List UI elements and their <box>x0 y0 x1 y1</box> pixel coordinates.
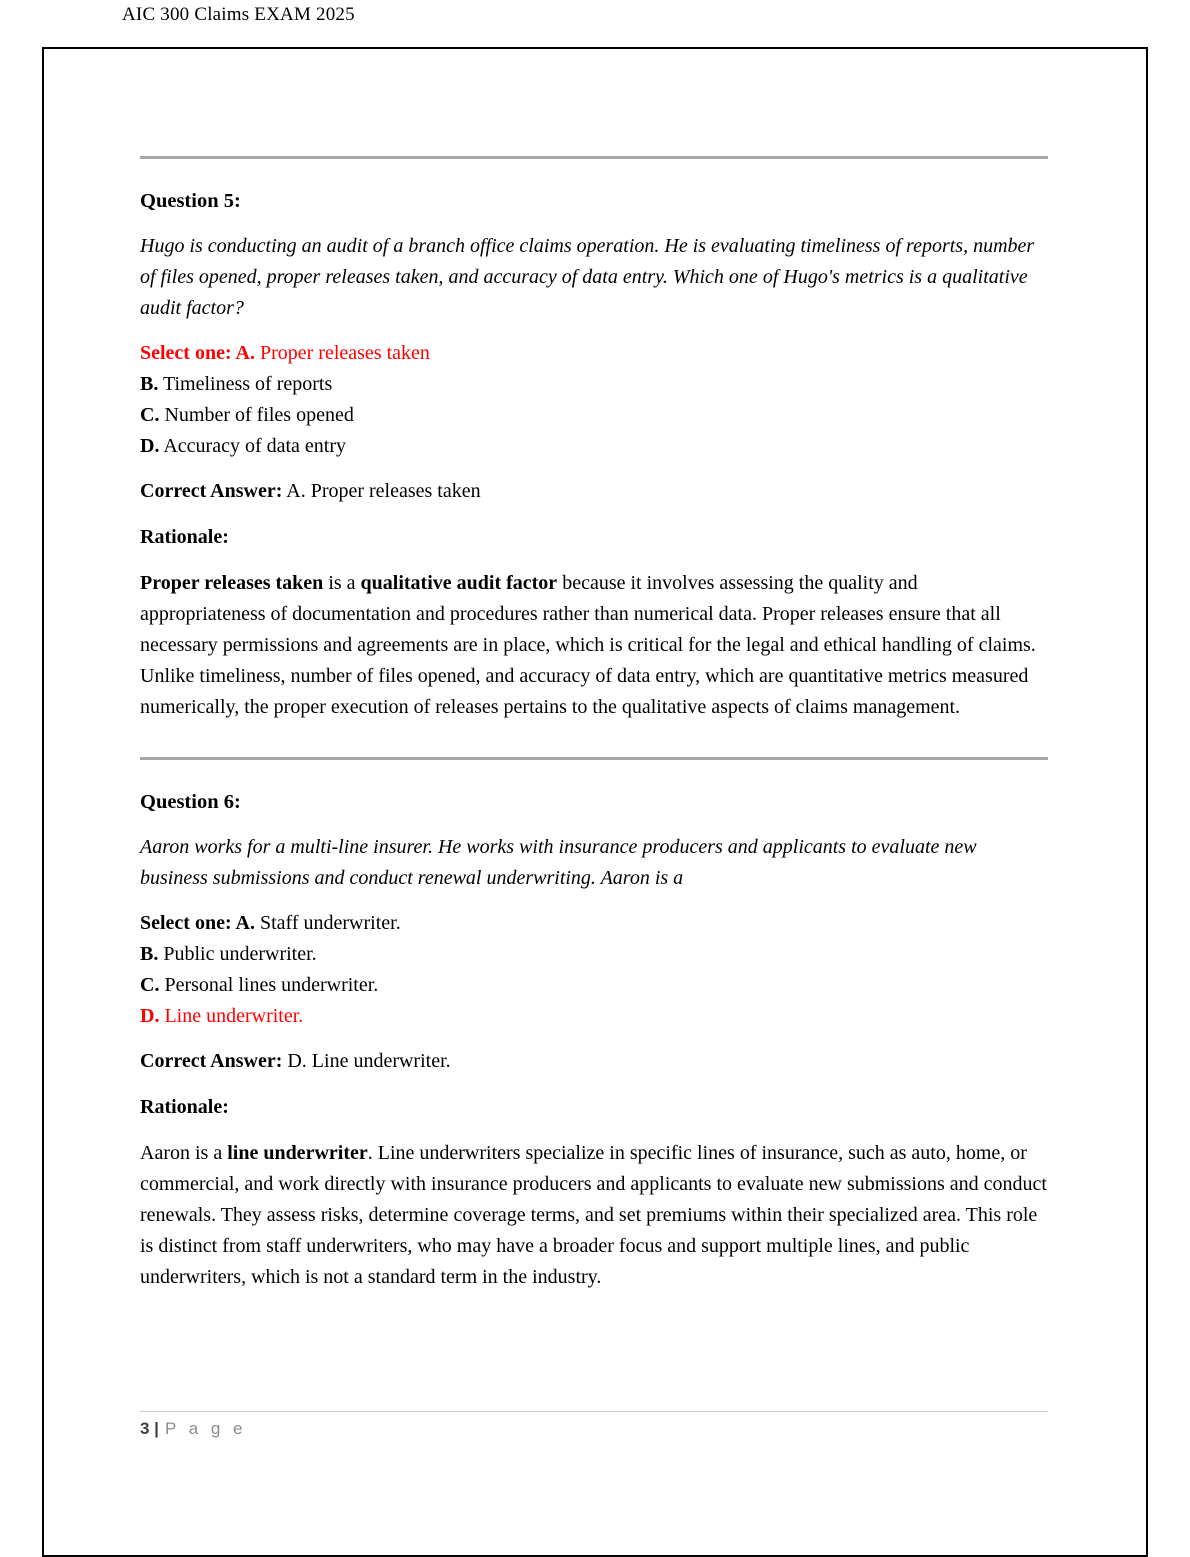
question-6-section <box>140 787 1048 1293</box>
question-title: Question 6: <box>140 791 241 813</box>
option-d <box>140 431 1048 462</box>
rationale-heading: Rationale: <box>140 1096 229 1118</box>
rationale-heading: Rationale: <box>140 526 229 548</box>
option-text: Accuracy of data entry <box>159 435 347 457</box>
question-scenario: Aaron works for a multi-line insurer. He works with insurance producers and applicants to evaluate new business submissions and conduct renewal underwriting. Aaron is a <box>140 836 977 889</box>
option-a <box>140 338 1048 369</box>
rationale-run: because it involves assessing the quality and appropriateness of documentation and procedures rather than numerical data. Proper releases ensure that all necessary permissions and agreements are in place, which is critical for the legal and ethical handling of claims. Unlike timeliness, number of files opened, and accuracy of data entry, which are quantitative metrics measured numerically, the proper execution of releases pertains to the qualitative aspects of claims management. <box>140 572 1036 718</box>
question-5-section <box>140 186 1048 723</box>
option-label: D. <box>140 1005 160 1027</box>
footer-page-word: P a g e <box>164 1419 247 1438</box>
option-label: B. <box>140 943 159 965</box>
section-divider <box>140 757 1048 760</box>
option-c <box>140 400 1048 431</box>
option-a <box>140 908 1048 939</box>
rationale-run: Aaron is a <box>140 1142 228 1164</box>
rationale-run-bold: Proper releases taken <box>140 572 324 594</box>
option-d <box>140 1001 1048 1032</box>
options-list <box>140 338 1048 462</box>
correct-answer <box>140 476 1048 507</box>
correct-answer-text: D. Line underwriter. <box>282 1050 451 1072</box>
option-text: Timeliness of reports <box>158 373 333 395</box>
option-b <box>140 939 1048 970</box>
option-label: B. <box>140 373 159 395</box>
correct-answer <box>140 1046 1048 1077</box>
rationale-text <box>140 568 1048 723</box>
option-label: Select one: A. <box>140 912 255 934</box>
option-text: Proper releases taken <box>254 342 430 364</box>
rationale-run-bold: qualitative audit factor <box>360 572 558 594</box>
option-c <box>140 970 1048 1001</box>
footer-page-number: 3 | <box>140 1419 159 1438</box>
option-label: Select one: A. <box>140 342 255 364</box>
option-text: Personal lines underwriter. <box>159 974 379 996</box>
option-label: C. <box>140 404 160 426</box>
rationale-run: . Line underwriters specialize in specific lines of insurance, such as auto, home, or commercial, and work directly with insurance producers and applicants to evaluate new submissions and conduct renewals. They assess risks, determine coverage terms, and set premiums within their specialized area. This role is distinct from staff underwriters, who may have a broader focus and support multiple lines, and public underwriters, which is not a standard term in the industry. <box>140 1142 1047 1288</box>
document-header-title: AIC 300 Claims EXAM 2025 <box>122 4 355 25</box>
section-divider <box>140 156 1048 159</box>
option-text: Staff underwriter. <box>254 912 401 934</box>
rationale-run-bold: line underwriter <box>227 1142 368 1164</box>
page-footer <box>140 1419 247 1439</box>
option-text: Line underwriter. <box>159 1005 304 1027</box>
correct-answer-label: Correct Answer: <box>140 480 283 502</box>
option-text: Number of files opened <box>159 404 354 426</box>
option-text: Public underwriter. <box>158 943 317 965</box>
option-label: D. <box>140 435 160 457</box>
question-title: Question 5: <box>140 190 241 212</box>
question-scenario: Hugo is conducting an audit of a branch office claims operation. He is evaluating timeliness of reports, number of files opened, proper releases taken, and accuracy of data entry. Which one of Hugo's metrics is a qualitative audit factor? <box>140 235 1035 319</box>
option-label: C. <box>140 974 160 996</box>
option-b <box>140 369 1048 400</box>
correct-answer-text: A. Proper releases taken <box>282 480 481 502</box>
footer-divider <box>140 1411 1048 1412</box>
document-content <box>140 156 1048 1308</box>
rationale-text <box>140 1138 1048 1293</box>
rationale-run: is a <box>323 572 361 594</box>
correct-answer-label: Correct Answer: <box>140 1050 283 1072</box>
options-list <box>140 908 1048 1032</box>
